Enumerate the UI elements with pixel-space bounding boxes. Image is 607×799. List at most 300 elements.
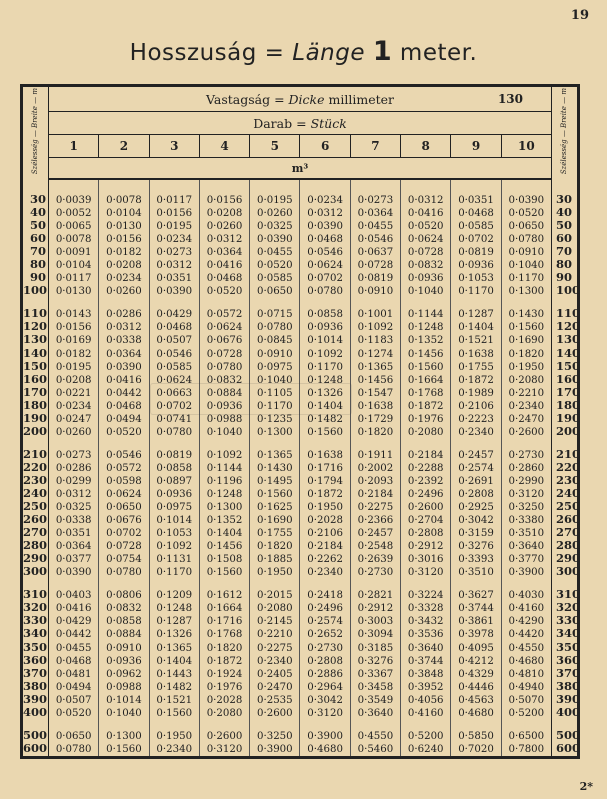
volume-cell: 0·1872 [458,374,494,386]
volume-cell: 0·0910 [106,642,142,654]
width-label: 170 [556,384,581,399]
volume-cell: 0·1248 [206,488,243,500]
volume-cell: 0·0143 [55,309,92,321]
volume-cell: 0·1820 [508,348,545,360]
volume-cell: 0·0780 [307,286,343,298]
volume-cell: 0·1482 [307,413,343,425]
volume-cell: 0·1300 [257,426,293,438]
width-label: 80 [556,257,573,272]
width-label: 130 [23,332,48,347]
volume-cell: 0·2184 [357,488,394,500]
volume-cell: 0·0338 [106,335,142,347]
volume-cell: 0·2028 [307,515,343,527]
data-column [451,179,501,757]
table-block [200,180,249,298]
right-side-text: Szélesség — Breite — m [560,88,568,175]
volume-cell: 0·1001 [357,309,394,321]
volume-cell: 0·1950 [508,361,545,373]
volume-cell: 0·3640 [407,642,444,654]
volume-cell: 0·3627 [458,590,494,602]
volume-cell: 0·0858 [307,309,343,321]
volume-cell: 0·0624 [307,260,343,272]
volume-cell: 0·1014 [106,694,142,706]
table-block [351,579,400,719]
count-column-header: 5 [250,135,300,158]
volume-cell: 0·2340 [156,743,193,755]
width-label: 270 [23,525,48,540]
count-columns [22,135,579,158]
volume-cell: 0·2275 [357,502,394,514]
title-unit: meter. [399,40,478,66]
volume-cell: 0·0650 [257,286,293,298]
volume-cell: 0·1638 [307,449,343,461]
volume-cell: 0·0325 [55,502,92,514]
volume-cell: 0·3393 [458,554,494,566]
volume-cell: 0·3640 [357,707,394,719]
volume-cell: 0·1950 [257,567,293,579]
volume-cell: 0·1716 [206,616,243,628]
volume-cell: 0·0676 [206,335,243,347]
volume-cell: 0·0351 [156,273,193,285]
width-label: 40 [556,205,573,220]
volume-cell: 0·0520 [55,707,92,719]
width-label: 320 [556,600,581,615]
volume-cell: 0·1014 [156,515,193,527]
volume-cell: 0·3900 [508,567,545,579]
width-label: 100 [23,283,48,298]
width-label: 400 [23,704,48,719]
volume-cell: 0·1287 [458,309,494,321]
volume-cell: 0·1768 [407,387,444,399]
volume-cell: 0·0624 [206,322,243,334]
thickness-value: 130 [497,92,523,106]
volume-cell: 0·0468 [156,322,193,334]
volume-cell: 0·1040 [508,260,545,272]
data-column [49,179,99,757]
width-label: 140 [23,345,48,360]
volume-cell: 0·1820 [206,642,243,654]
volume-cell: 0·3432 [407,616,444,628]
table-block [300,298,349,438]
volume-cell: 0·0260 [257,208,293,220]
table-block [49,579,98,719]
volume-cell: 0·1547 [357,387,394,399]
volume-cell: 0·1768 [206,629,243,641]
width-label: 60 [556,231,573,246]
width-label: 390 [556,691,581,706]
volume-cell: 0·0715 [257,309,293,321]
volume-cell: 0·0598 [106,475,142,487]
volume-cell: 0·1755 [257,528,293,540]
width-label: 140 [556,345,581,360]
thickness-header: Vastagság = Dicke millimeter 130 [49,86,552,112]
volume-cell: 0·1950 [156,730,193,742]
volume-cell: 0·2496 [307,603,343,615]
volume-cell: 0·0260 [206,221,243,233]
volume-cell: 0·1456 [407,348,444,360]
volume-cell: 0·4940 [508,681,545,693]
width-label: 320 [23,600,48,615]
volume-cell: 0·0416 [407,208,444,220]
unit-header: m³ [49,158,552,180]
volume-cell: 0·0728 [407,247,444,259]
volume-cell: 0·0546 [357,234,394,246]
volume-cell: 0·1235 [257,413,293,425]
volume-cell: 0·1430 [257,462,293,474]
volume-cell: 0·0312 [156,260,193,272]
volume-cell: 0·1209 [156,590,193,602]
volume-cell: 0·0910 [257,348,293,360]
width-label: 150 [23,358,48,373]
data-column [250,179,300,757]
volume-cell: 0·2808 [307,655,343,667]
table-block [300,180,349,298]
volume-cell: 0·1040 [257,374,293,386]
volume-cell: 0·1248 [307,374,343,386]
volume-cell: 0·2457 [357,528,394,540]
volume-cell: 0·0364 [106,348,142,360]
width-label: 390 [23,691,48,706]
volume-cell: 0·2405 [257,668,293,680]
volume-cell: 0·2262 [307,554,343,566]
volume-cell: 0·0988 [106,681,142,693]
table-block [23,438,46,578]
volume-cell: 0·3120 [206,743,243,755]
volume-cell: 0·0351 [55,528,92,540]
table-block [351,720,400,756]
volume-cell: 0·4680 [458,707,494,719]
volume-cell: 0·3367 [357,668,394,680]
volume-cell: 0·1287 [156,616,193,628]
volume-cell: 0·0520 [206,286,243,298]
volume-cell: 0·1456 [357,374,394,386]
data-column [300,179,350,757]
width-label: 400 [556,704,581,719]
volume-cell: 0·1755 [458,361,494,373]
width-label: 50 [556,218,573,233]
volume-cell: 0·0585 [156,361,193,373]
volume-cell: 0·3042 [307,694,343,706]
title-hu: Hosszuság [129,40,257,66]
volume-cell: 0·3250 [508,502,545,514]
volume-cell: 0·0234 [55,400,92,412]
volume-cell: 0·0884 [106,629,142,641]
volume-cell: 0·2925 [458,502,494,514]
volume-cell: 0·0468 [106,400,142,412]
volume-cell: 0·0962 [106,668,142,680]
title-eq: = [264,40,285,66]
volume-cell: 0·5850 [458,730,494,742]
volume-cell: 0·0936 [206,400,243,412]
table-block [401,439,450,579]
table-block [99,720,148,756]
width-label: 210 [23,446,48,461]
width-label: 180 [556,397,581,412]
width-label: 70 [556,244,573,259]
volume-cell: 0·2600 [508,426,545,438]
volume-cell: 0·0273 [357,195,394,206]
volume-cell: 0·2964 [307,681,343,693]
volume-cell: 0·0156 [55,322,92,334]
volume-cell: 0·1456 [206,541,243,553]
volume-cell: 0·0299 [55,475,92,487]
volume-cell: 0·0091 [55,247,92,259]
volume-cell: 0·1820 [357,426,394,438]
volume-cell: 0·6500 [508,730,545,742]
volume-cell: 0·1144 [206,462,243,474]
volume-cell: 0·2730 [307,642,343,654]
volume-cell: 0·2340 [307,567,343,579]
volume-cell: 0·0936 [156,488,193,500]
volume-cell: 0·0754 [106,554,142,566]
width-label: 340 [23,626,48,641]
volume-cell: 0·0169 [55,335,92,347]
width-label: 30 [29,192,46,206]
volume-cell: 0·1560 [106,743,142,755]
volume-cell: 0·3536 [407,629,444,641]
width-label: 110 [556,306,581,321]
width-label: 40 [29,205,46,220]
width-label: 240 [556,485,581,500]
volume-cell: 0·4030 [508,590,545,602]
volume-cell: 0·0624 [156,374,193,386]
table-block [200,720,249,756]
table-block [150,298,199,438]
table-block [23,578,46,718]
width-label: 340 [556,626,581,641]
volume-cell: 0·4420 [508,629,545,641]
volume-cell: 0·1560 [257,488,293,500]
volume-cell: 0·0780 [257,322,293,334]
table-block [99,579,148,719]
data-column [149,179,199,757]
volume-cell: 0·0780 [508,234,545,246]
volume-cell: 0·1508 [206,554,243,566]
volume-cell: 0·0390 [257,234,293,246]
width-label: 100 [556,283,581,298]
width-label: 160 [556,371,581,386]
volume-cell: 0·3224 [407,590,444,602]
volume-cell: 0·0858 [156,462,193,474]
volume-cell: 0·1716 [307,462,343,474]
volume-cell: 0·2106 [307,528,343,540]
width-label: 150 [556,358,581,373]
volume-cell: 0·0221 [55,387,92,399]
volume-cell: 0·2288 [407,462,444,474]
page-number: 19 [570,8,589,23]
data-area [22,179,579,757]
volume-cell: 0·1560 [407,361,444,373]
volume-cell: 0·4550 [508,642,545,654]
volume-cell: 0·1170 [458,286,494,298]
volume-cell: 0·1690 [257,515,293,527]
volume-cell: 0·5200 [407,730,444,742]
volume-cell: 0·0832 [407,260,444,272]
volume-cell: 0·0039 [55,195,92,206]
volume-cell: 0·0624 [106,488,142,500]
volume-cell: 0·2184 [407,449,444,461]
volume-cell: 0·2548 [357,541,394,553]
volume-cell: 0·0156 [156,208,193,220]
volume-cell: 0·0507 [156,335,193,347]
volume-cell: 0·0208 [55,374,92,386]
volume-cell: 0·1989 [458,387,494,399]
volume-cell: 0·0403 [55,590,92,602]
volume-cell: 0·4290 [508,616,545,628]
table-block [351,180,400,298]
volume-cell: 0·1248 [407,322,444,334]
table-block [351,298,400,438]
volume-cell: 0·2808 [407,528,444,540]
data-column [99,179,149,757]
volume-cell: 0·4095 [458,642,494,654]
volume-cell: 0·2340 [508,400,545,412]
table-block [200,439,249,579]
volume-cell: 0·2145 [257,616,293,628]
volume-cell: 0·0377 [55,554,92,566]
volume-cell: 0·0819 [458,247,494,259]
table-block [300,439,349,579]
volume-cell: 0·0702 [156,400,193,412]
volume-cell: 0·1911 [357,449,394,461]
table-block [150,180,199,298]
width-label: 110 [23,306,48,321]
volume-cell: 0·3120 [508,488,545,500]
volume-cell: 0·3380 [508,515,545,527]
volume-cell: 0·1053 [156,528,193,540]
width-label: 360 [556,652,581,667]
table-block [23,297,46,437]
volume-cell: 0·4212 [458,655,494,667]
volume-cell: 0·0273 [55,449,92,461]
width-label: 330 [23,613,48,628]
volume-cell: 0·0312 [55,488,92,500]
volume-cell: 0·0390 [307,221,343,233]
volume-cell: 0·0208 [206,208,243,220]
table-block [502,298,551,438]
volume-cell: 0·0780 [55,743,92,755]
volume-cell: 0·1040 [206,426,243,438]
table-block [451,579,500,719]
volume-cell: 0·2912 [357,603,394,615]
volume-cell: 0·0130 [55,286,92,298]
volume-cell: 0·0195 [257,195,293,206]
library-stamp [150,383,352,415]
count-column-header: 10 [501,135,551,158]
width-label: 90 [29,270,46,285]
volume-cell: 0·0247 [55,413,92,425]
count-column-header: 3 [149,135,199,158]
volume-cell: 0·0936 [307,322,343,334]
volume-cell: 0·0390 [55,567,92,579]
volume-cell: 0·2340 [257,655,293,667]
volume-cell: 0·2600 [257,707,293,719]
width-label: 500 [556,727,581,742]
volume-cell: 0·4810 [508,668,545,680]
volume-cell: 0·1664 [407,374,444,386]
volume-cell: 0·1326 [156,629,193,641]
width-label: 280 [556,538,581,553]
volume-cell: 0·1053 [458,273,494,285]
volume-cell: 0·0416 [206,260,243,272]
volume-cell: 0·1560 [206,567,243,579]
volume-cell: 0·1664 [206,603,243,615]
volume-cell: 0·2080 [206,707,243,719]
volume-cell: 0·1092 [307,348,343,360]
volume-cell: 0·0455 [55,642,92,654]
volume-cell: 0·0182 [106,247,142,259]
table-block [451,180,500,298]
volume-cell: 0·3094 [357,629,394,641]
table-block [49,298,98,438]
volume-cell: 0·1976 [206,681,243,693]
volume-cell: 0·0832 [106,603,142,615]
volume-cell: 0·0273 [156,247,193,259]
table-block [150,439,199,579]
volume-cell: 0·2080 [407,426,444,438]
width-label: 600 [23,740,48,755]
volume-cell: 0·2470 [257,681,293,693]
left-side-text: Szélesség — Breite — m [31,88,39,175]
volume-cell: 0·0078 [55,234,92,246]
width-label: 260 [23,512,48,527]
volume-cell: 0·0572 [206,309,243,321]
volume-cell: 0·1885 [257,554,293,566]
volume-cell: 0·3744 [407,655,444,667]
volume-cell: 0·0936 [458,260,494,272]
table-block [99,439,148,579]
volume-cell: 0·5070 [508,694,545,706]
table-block [556,578,581,719]
width-label: 330 [556,613,581,628]
volume-cell: 0·1443 [156,668,193,680]
volume-cell: 0·2652 [307,629,343,641]
volume-cell: 0·0052 [55,208,92,220]
width-label: 290 [23,551,48,566]
width-label: 170 [23,384,48,399]
width-label: 190 [556,410,581,425]
signature-mark: 2* [579,780,593,793]
volume-cell: 0·1326 [307,387,343,399]
volume-cell: 0·2002 [357,462,394,474]
table-block [300,720,349,756]
volume-cell: 0·0624 [407,234,444,246]
volume-cell: 0·3770 [508,554,545,566]
width-label: 130 [556,332,581,347]
page-title [0,36,607,67]
volume-cell: 0·0897 [156,475,193,487]
volume-cell: 0·3458 [357,681,394,693]
volume-cell: 0·3185 [357,642,394,654]
volume-cell: 0·1014 [307,335,343,347]
volume-cell: 0·1144 [407,309,444,321]
volume-cell: 0·0455 [257,247,293,259]
volume-cell: 0·2028 [206,694,243,706]
volume-cell: 0·0156 [106,234,142,246]
volume-cell: 0·1092 [156,541,193,553]
table-block [502,180,551,298]
width-label: 30 [556,192,573,206]
volume-cell: 0·0806 [106,590,142,602]
width-label: 230 [556,472,581,487]
volume-cell: 0·2223 [458,413,494,425]
volume-cell: 0·2808 [458,488,494,500]
volume-cell: 0·4563 [458,694,494,706]
volume-cell: 0·1105 [257,387,293,399]
volume-cell: 0·3861 [458,616,494,628]
volume-table [20,84,580,759]
volume-cell: 0·2470 [508,413,545,425]
